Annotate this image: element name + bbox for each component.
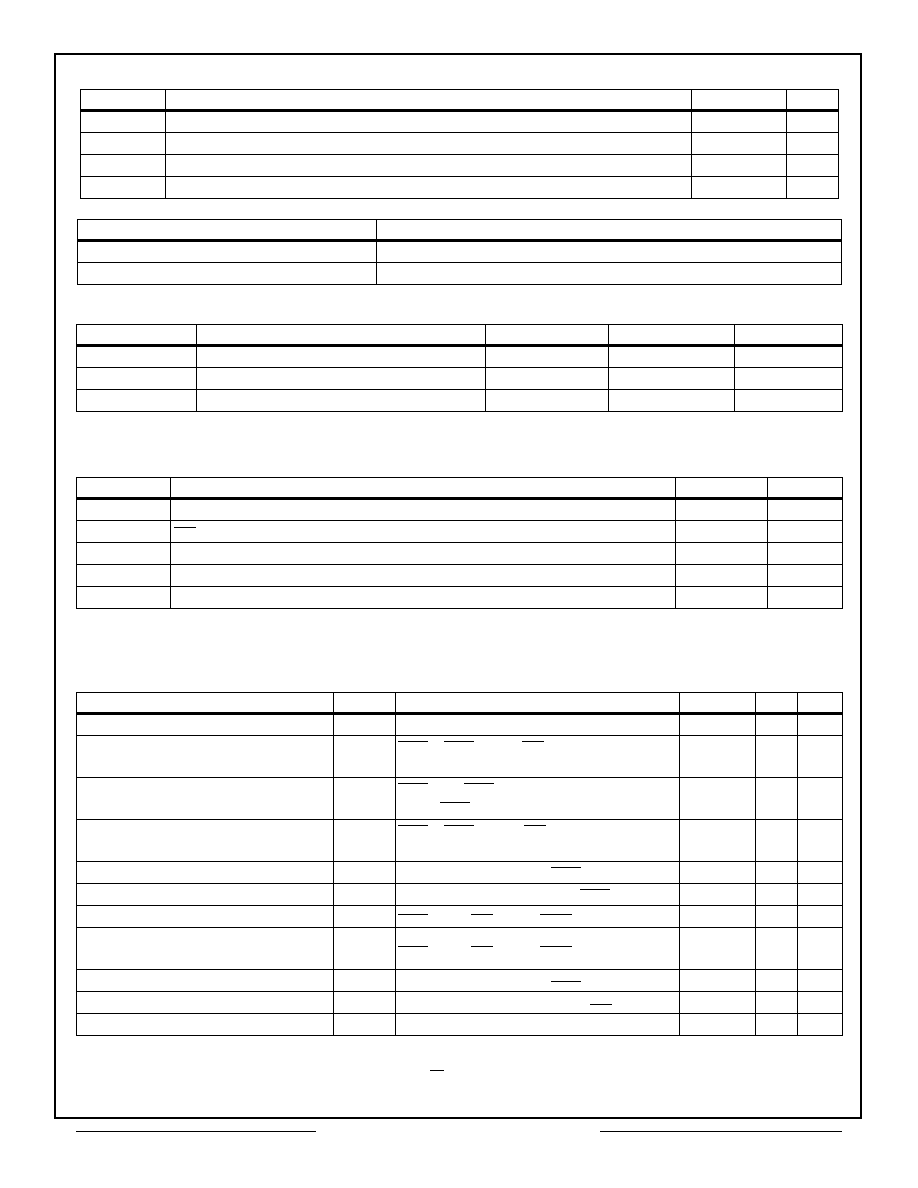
table-row (77, 325, 843, 346)
overline-mark (444, 741, 474, 742)
overline-mark (590, 1004, 612, 1005)
table-row (77, 928, 843, 970)
footnote-overline (430, 1070, 444, 1071)
table-row (78, 241, 842, 263)
table-row (77, 565, 843, 587)
table-row (77, 346, 843, 368)
table-row (81, 90, 839, 111)
overline-mark (540, 946, 572, 947)
table-4 (76, 477, 843, 609)
overline-mark (440, 802, 470, 803)
overline-mark (174, 527, 196, 528)
table-row (77, 970, 843, 992)
table-row (81, 111, 839, 133)
table-row (77, 906, 843, 928)
overline-mark (580, 889, 610, 890)
table-row (77, 714, 843, 736)
table-1 (80, 89, 839, 199)
table-row (78, 220, 842, 241)
table-row (77, 390, 843, 412)
table-row (77, 992, 843, 1014)
table-2 (77, 219, 842, 285)
table-row (77, 499, 843, 521)
table-row (77, 587, 843, 609)
table-row (77, 1014, 843, 1036)
table-row (77, 521, 843, 543)
overline-mark (444, 825, 474, 826)
overline-mark (551, 981, 581, 982)
overline-mark (464, 783, 494, 784)
overline-mark (471, 914, 493, 915)
table-row (77, 778, 843, 820)
table-row (81, 155, 839, 177)
table-row (81, 133, 839, 155)
overline-mark (398, 825, 428, 826)
table-row (77, 478, 843, 499)
table-3 (76, 324, 843, 412)
overline-mark (524, 825, 546, 826)
table-row (77, 884, 843, 906)
table-row (77, 693, 843, 714)
overline-mark (471, 946, 493, 947)
table-row (77, 543, 843, 565)
overline-mark (398, 741, 428, 742)
table-row (81, 177, 839, 199)
table-row (77, 862, 843, 884)
overline-mark (398, 783, 428, 784)
table-row (77, 368, 843, 390)
footer-rule-left (76, 1131, 316, 1132)
overline-mark (398, 946, 428, 947)
overline-mark (540, 914, 572, 915)
overline-mark (398, 914, 428, 915)
table-row (78, 263, 842, 285)
footer-rule-right (600, 1131, 842, 1132)
overline-mark (551, 867, 581, 868)
table-5 (76, 692, 843, 1036)
overline-mark (522, 741, 544, 742)
